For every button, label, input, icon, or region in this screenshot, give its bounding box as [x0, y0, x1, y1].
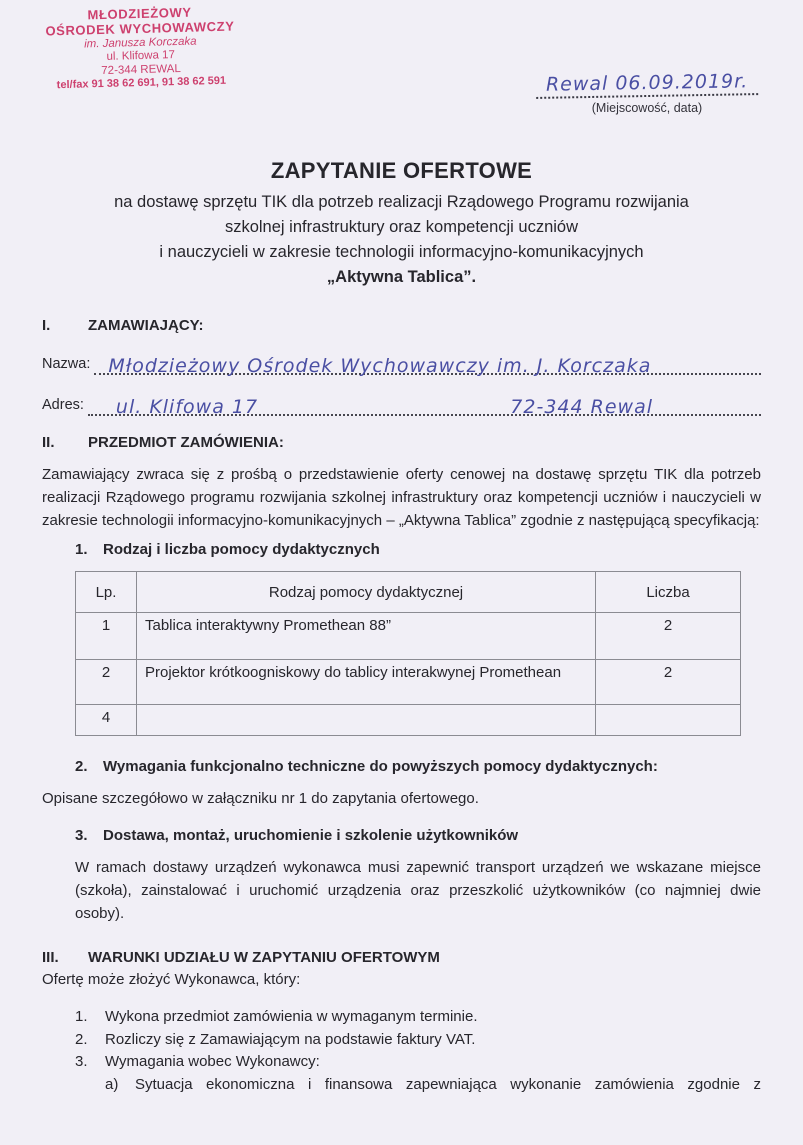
table-cell-liczba	[596, 705, 741, 736]
table-header-lp: Lp.	[76, 572, 137, 613]
table-cell-lp: 1	[76, 613, 137, 660]
adres-label: Adres:	[42, 397, 84, 413]
table-cell-rodzaj: Tablica interaktywny Promethean 88”	[137, 613, 596, 660]
stamp-phone-line: tel/fax 91 38 62 691, 91 38 62 591	[56, 75, 227, 92]
subtitle-line: szkolnej infrastruktury oraz kompetencji uczniów	[224, 218, 579, 236]
subtitle-line: na dostawę sprzętu TIK dla potrzeb realizacji Rządowego Programu rozwijania	[114, 193, 689, 211]
subsection-1-heading	[75, 541, 761, 558]
list-item-text: Wykona przedmiot zamówienia w wymaganym terminie.	[105, 1008, 478, 1025]
list-item-marker: 1.	[75, 1008, 88, 1025]
table-row	[76, 660, 741, 705]
section-1-title: ZAMAWIAJĄCY:	[88, 317, 204, 334]
table-row	[76, 705, 741, 736]
list-item-text: Rozliczy się z Zamawiającym na podstawie faktury VAT.	[105, 1030, 476, 1048]
handwritten-adres-street: ul. Klifowa 17	[115, 396, 259, 418]
section-2-number: II.	[42, 434, 55, 451]
list-item	[75, 1051, 761, 1074]
conditions-list	[75, 1006, 761, 1096]
field-row-adres	[42, 384, 761, 416]
subsection-3-marker: 3.	[75, 827, 88, 844]
table-header-row	[76, 572, 741, 613]
subsection-3-heading	[75, 827, 761, 844]
table-cell-lp: 2	[76, 660, 137, 705]
section-3-title: WARUNKI UDZIAŁU W ZAPYTANIU OFERTOWYM	[88, 949, 440, 966]
table-cell-rodzaj	[137, 705, 596, 736]
list-item-marker: 2.	[75, 1030, 88, 1048]
list-item	[75, 1029, 761, 1052]
section-2-heading	[42, 434, 761, 451]
table-cell-rodzaj: Projektor krótkoogniskowy do tablicy interakwynej Promethean	[137, 660, 596, 705]
nazwa-dotted-line	[94, 343, 761, 375]
subtitle-program-name: „Aktywna Tablica”.	[326, 268, 477, 286]
adres-dotted-line	[88, 384, 761, 416]
list-item	[75, 1006, 761, 1029]
section-2-title: PRZEDMIOT ZAMÓWIENIA:	[88, 434, 284, 451]
subsection-2-title: Wymagania funkcjonalno techniczne do powyższych pomocy dydaktycznych:	[103, 758, 658, 775]
subsection-3-text: W ramach dostawy urządzeń wykonawca musi zapewnić transport urządzeń we wskazane miejsce (szkoła), zainstalować i uruchomić urządzenia oraz przeszkolić użytkowników (co najmniej dwie osoby).	[75, 859, 761, 922]
subsection-2-marker: 2.	[75, 758, 88, 775]
handwritten-adres-city: 72-344 Rewal	[510, 396, 653, 418]
subsection-2-text: Opisane szczegółowo w załączniku nr 1 do zapytania ofertowego.	[42, 790, 479, 807]
subsection-3-title: Dostawa, montaż, uruchomienie i szkolenie użytkowników	[103, 827, 519, 844]
table-cell-lp: 4	[76, 705, 137, 736]
stamp-line: 72-344 REWAL	[101, 62, 181, 77]
subsection-1-marker: 1.	[75, 541, 88, 558]
list-item-marker: 3.	[75, 1053, 88, 1070]
section-3-intro: Ofertę może złożyć Wykonawca, który:	[42, 971, 301, 988]
section-3-heading	[42, 949, 761, 966]
table-header-liczba: Liczba	[596, 572, 741, 613]
section-1-heading	[42, 317, 761, 334]
table-cell-liczba: 2	[596, 660, 741, 705]
stamp-line: ul. Klifowa 17	[106, 49, 176, 64]
list-sub-item-text: Sytuacja ekonomiczna i finansowa zapewniająca wykonanie zamówienia zgodnie z	[135, 1075, 761, 1093]
stamp-line: im. Janusza Korczaka	[83, 35, 197, 51]
table-cell-liczba: 2	[596, 613, 741, 660]
list-sub-item-marker: a)	[105, 1075, 119, 1093]
document-subtitle	[42, 190, 761, 290]
place-date-block	[507, 72, 787, 115]
section-2-intro-paragraph: Zamawiający zwraca się z prośbą o przedstawienie oferty cenowej na dostawę sprzętu TIK dla potrzeb realizacji Rządowego programu rozwijania szkolnej infrastruktury oraz kompetencji uczniów i nauczycieli w zakresie technologii informacyjno-komunikacyjnych – „Aktywna Tablica” zgodnie z następującą specyfikacją:	[42, 466, 761, 529]
stamp-line: MŁODZIEŻOWY	[87, 4, 192, 23]
table-row	[76, 613, 741, 660]
subtitle-line: i nauczycieli w zakresie technologii informacyjno-komunikacyjnych	[159, 243, 644, 261]
section-1-number: I.	[42, 317, 51, 334]
subsection-1-title: Rodzaj i liczba pomocy dydaktycznych	[103, 541, 380, 558]
table-header-rodzaj: Rodzaj pomocy dydaktycznej	[137, 572, 596, 613]
nazwa-label: Nazwa:	[42, 356, 91, 372]
document-title: ZAPYTANIE OFERTOWE	[270, 158, 533, 183]
list-item-text: Wymagania wobec Wykonawcy:	[105, 1053, 320, 1070]
place-date-caption: (Miejscowość, data)	[591, 101, 703, 115]
teaching-aids-table	[75, 571, 741, 736]
list-sub-item	[105, 1074, 761, 1097]
subsection-2-heading	[75, 758, 761, 775]
section-3-number: III.	[42, 949, 59, 966]
handwritten-nazwa-value: Młodzieżowy Ośrodek Wychowawczy im. J. Korczaka	[108, 355, 652, 377]
handwritten-place-date: Rewal 06.09.2019r.	[536, 70, 759, 99]
field-row-nazwa	[42, 343, 761, 375]
stamp-line: OŚRODEK WYCHOWAWCZY	[45, 18, 235, 39]
institution-stamp	[17, 3, 264, 94]
